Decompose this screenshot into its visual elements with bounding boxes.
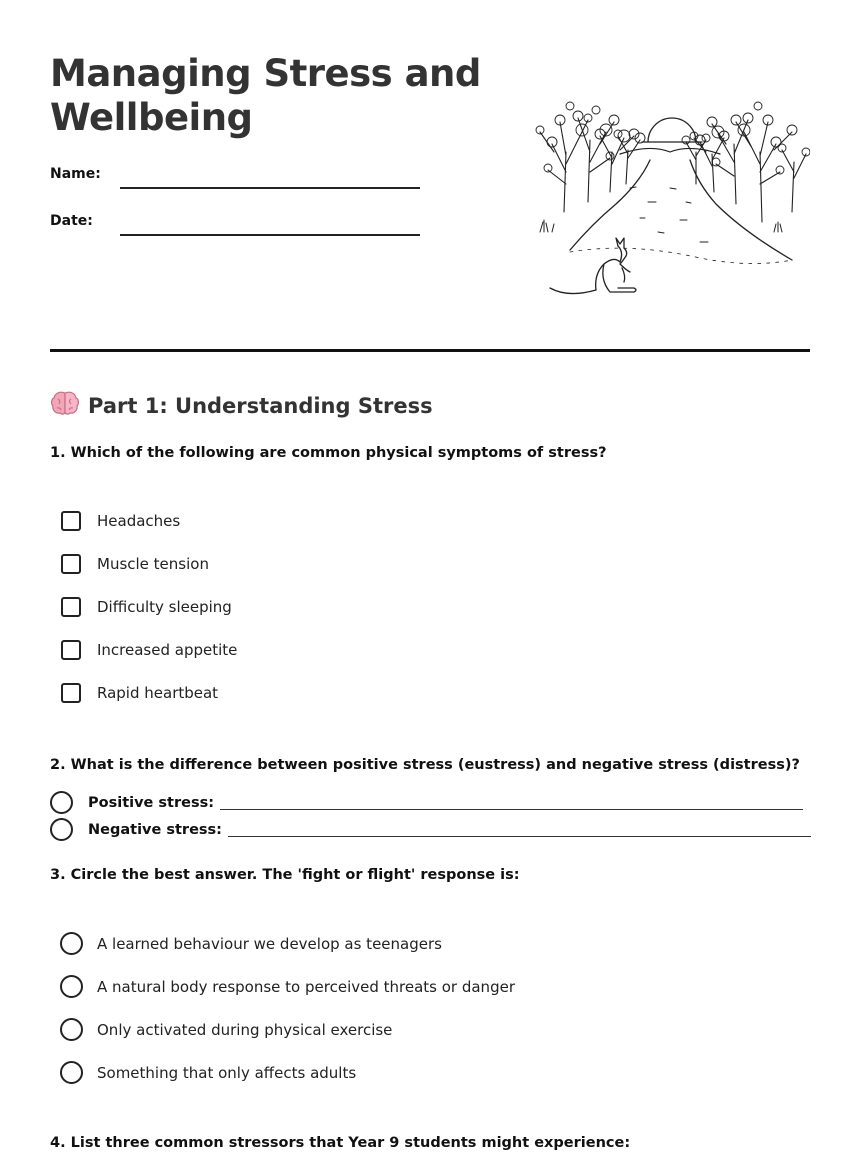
q1-option-3[interactable]: [61, 597, 232, 617]
section-heading-part-1: [50, 390, 433, 421]
option-label: Increased appetite: [97, 641, 238, 659]
option-label: Difficulty sleeping: [97, 598, 232, 616]
date-field[interactable]: [120, 234, 420, 236]
q1-option-2[interactable]: [61, 554, 209, 574]
question-4: 4. List three common stressors that Year 9 students might experience:: [50, 1135, 631, 1151]
question-3: 3. Circle the best answer. The 'fight or flight' response is:: [50, 867, 520, 883]
name-label: Name:: [50, 166, 101, 182]
q3-option-1[interactable]: [60, 932, 442, 955]
positive-stress-answer-line[interactable]: [220, 809, 803, 810]
q1-option-5[interactable]: [61, 683, 218, 703]
negative-stress-answer: [50, 818, 811, 841]
option-label: Something that only affects adults: [97, 1063, 357, 1082]
checkbox[interactable]: [61, 511, 81, 531]
option-label: A natural body response to perceived threats or danger: [97, 977, 515, 996]
radio-circle[interactable]: [50, 818, 73, 841]
q3-option-2[interactable]: [60, 975, 515, 998]
radio-circle[interactable]: [60, 1061, 83, 1084]
checkbox[interactable]: [61, 554, 81, 574]
radio-circle[interactable]: [60, 932, 83, 955]
name-field[interactable]: [120, 187, 420, 189]
radio-circle[interactable]: [50, 791, 73, 814]
bush-scene-with-kangaroo-illustration: [530, 92, 810, 302]
option-label: Only activated during physical exercise: [97, 1020, 393, 1039]
q1-option-1[interactable]: [61, 511, 180, 531]
header-divider: [50, 349, 810, 352]
q3-option-3[interactable]: [60, 1018, 392, 1041]
question-2: 2. What is the difference between positive stress (eustress) and negative stress (distress)?: [50, 757, 800, 773]
option-label: A learned behaviour we develop as teenagers: [97, 934, 442, 953]
section-heading-text: Part 1: Understanding Stress: [88, 393, 433, 418]
positive-stress-answer: [50, 791, 803, 814]
q1-option-4[interactable]: [61, 640, 237, 660]
brain-icon: [50, 390, 80, 421]
worksheet-title: Managing Stress and Wellbeing: [50, 52, 481, 139]
radio-circle[interactable]: [60, 1018, 83, 1041]
option-label: Muscle tension: [97, 555, 209, 573]
negative-stress-label: Negative stress:: [88, 821, 222, 838]
positive-stress-label: Positive stress:: [88, 794, 215, 811]
checkbox[interactable]: [61, 597, 81, 617]
checkbox[interactable]: [61, 683, 81, 703]
date-label: Date:: [50, 213, 93, 229]
radio-circle[interactable]: [60, 975, 83, 998]
question-1: 1. Which of the following are common physical symptoms of stress?: [50, 445, 607, 461]
option-label: Headaches: [97, 512, 181, 530]
negative-stress-answer-line[interactable]: [228, 836, 811, 837]
option-label: Rapid heartbeat: [97, 684, 219, 702]
checkbox[interactable]: [61, 640, 81, 660]
q3-option-4[interactable]: [60, 1061, 356, 1084]
